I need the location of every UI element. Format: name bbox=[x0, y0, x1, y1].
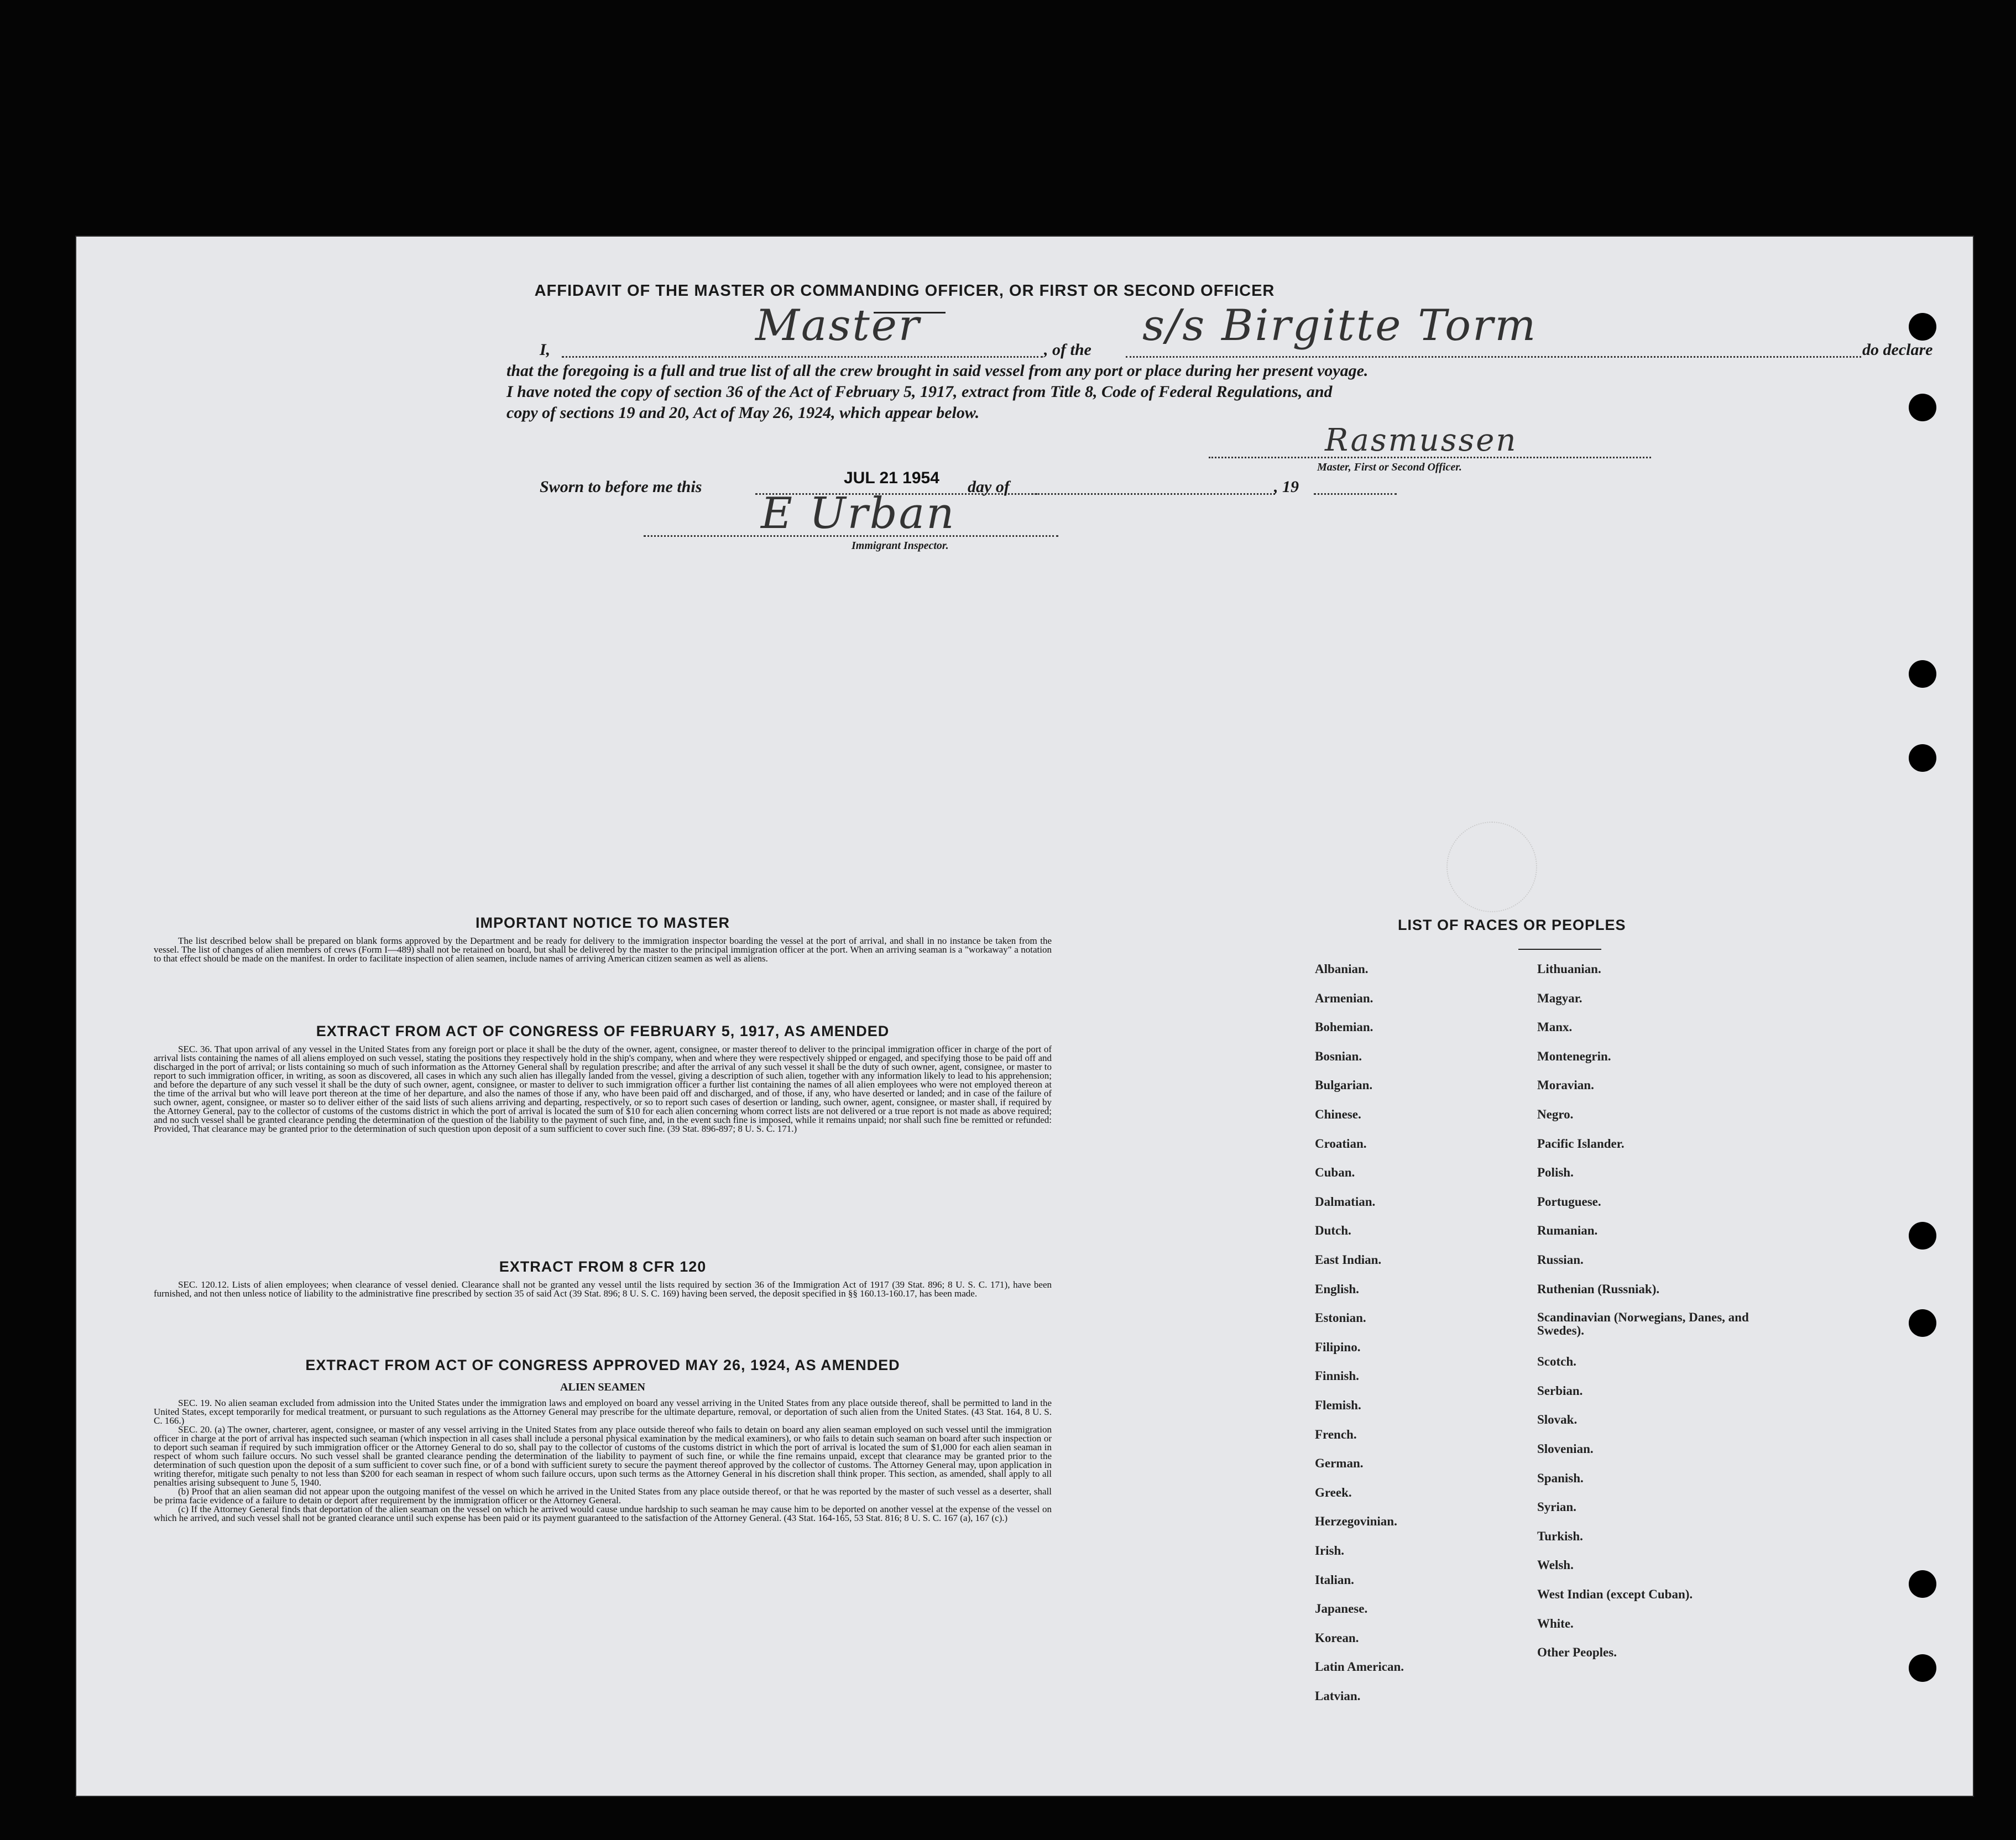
notice-title: IMPORTANT NOTICE TO MASTER bbox=[476, 914, 730, 931]
race-item: Russian. bbox=[1537, 1253, 1584, 1267]
race-item: Croatian. bbox=[1315, 1136, 1367, 1151]
master-signature: Rasmussen bbox=[1325, 422, 1518, 458]
vessel-blank bbox=[1126, 356, 1861, 358]
sec-20a-paragraph: SEC. 20. (a) The owner, charterer, agent, consignee, or master of any vessel arriving in the United States from any place outside thereof who fails to detain on board any alien seaman employed on such vessel until the immigration officer in charge at the port of arrival has inspected such seaman (which inspection in all cases shall include a personal physical examination by the medical examiners), or who fails to detain such seaman on board after such inspection or to deport such seaman if required by such immigration officer or the Attorney General to do so, shall pay to the collector of customs of the customs district in which the port of arrival is located the sum of $1,000 for each alien seaman in respect of whom such failure occurs. No such vessel shall be granted clearance pending the determination of the liability to payment of such fine, or while the fine remains unpaid, except that clearance may be granted prior to the determination of such question upon the deposit of a sum sufficient to cover such fine, or of a bond with sufficient surety to secure the payment thereof approved by the collector of customs. The Attorney General may, upon application in writing therefor, mitigate such penalty to not less than $200 for each seaman in respect of whom such failure occurs, upon such terms as the Attorney General in his discretion shall think proper. This section, as amended, shall apply to all penalties arising subsequent to June 5, 1940. bbox=[154, 1424, 1052, 1488]
race-item: Magyar. bbox=[1537, 991, 1582, 1005]
race-item: Scandinavian (Norwegians, Danes, and Swedes). bbox=[1537, 1310, 1749, 1338]
handwritten-vessel: s/s Birgitte Torm bbox=[1142, 301, 1538, 351]
extract-cfr-title: EXTRACT FROM 8 CFR 120 bbox=[499, 1258, 707, 1275]
sec-36-paragraph: SEC. 36. That upon arrival of any vessel in the United States from any foreign port or place it shall be the duty of the owner, agent, consignee, or master thereof to deliver to the principal immigration officer in charge of the port of arrival lists containing the names of all aliens employed on such vessel, stating the positions they respectively hold in the ship's company, when and where they were respectively shipped or engaged, and specifying those to be paid off and discharged in the port of arrival; or lists containing so much of such information as the Attorney General shall by regulation prescribe; and after the arrival of any such vessel it shall be the duty of such owner, agent, consignee, or master to report to such immigration officer, in writing, as soon as discovered, all cases in which any such alien has illegally landed from the vessel, giving a description of such alien, together with any information likely to lead to his apprehension; and before the departure of any such vessel it shall be the duty of such owner, agent, consignee, or master to deliver to such immigration officer a further list containing the names of all alien employees who were not employed thereon at the time of the arrival but who will leave port thereon at the time of her departure, and also the names of those if any, who have been paid off and discharged, and of those, if any, who have deserted or landed; and in case of the failure of such owner, agent, consignee, or master so to deliver either of the said lists of such aliens arriving and departing, respectively, or so to report such cases of desertion or landing, such owner, agent, consignee, or master shall, if required by the Attorney General, pay to the collector of customs of the customs district in which the port of arrival is located the sum of $10 for each alien concerning whom correct lists are not delivered or a true report is not made as above required; and no such vessel shall be granted clearance pending the determination of the question of the liability to the payment of such fine, and, in the event such fine is imposed, while it remains unpaid; nor shall such fine be remitted or refunded: Provided, That clearance may be granted prior to the determination of such question upon deposit of a sum sufficient to cover such fine. (39 Stat. 896-897; 8 U. S. C. 171.) bbox=[154, 1044, 1052, 1134]
affidavit-line-4: copy of sections 19 and 20, Act of May 26, 1924, which appear below. bbox=[506, 404, 980, 422]
inspector-signature: E Urban bbox=[761, 489, 956, 539]
affidavit-of-the: , of the bbox=[1044, 341, 1091, 359]
sec-20b-paragraph: (b) Proof that an alien seaman did not appear upon the outgoing manifest of the vessel on which he arrived in the United States from any place outside thereof, or that he was reported by the master of such vessel as a deserter, shall be prima facie evidence of a failure to detain or deport after requirement by the immigration officer or the Attorney General. bbox=[154, 1486, 1052, 1506]
sworn-text: Sworn to before me this bbox=[540, 478, 702, 496]
race-item: Italian. bbox=[1315, 1572, 1354, 1587]
year-prefix: , 19 bbox=[1274, 478, 1299, 496]
punch-hole bbox=[1909, 744, 1936, 772]
punch-hole bbox=[1909, 394, 1936, 421]
race-item: Bulgarian. bbox=[1315, 1078, 1373, 1092]
rank-blank bbox=[562, 356, 1043, 358]
punch-hole bbox=[1909, 660, 1936, 688]
race-item: Latin American. bbox=[1315, 1660, 1404, 1674]
sec-120-12-paragraph: SEC. 120.12. Lists of alien employees; when clearance of vessel denied. Clearance shall not be granted any vessel until the lists required by section 36 of the Immigration Act of 1917 (39 Stat. 896; 8 U. S. C. 171), have been furnished, and not then unless notice of liability to the administrative fine prescribed by section 35 of said Act (39 Stat. 896; 8 U. S. C. 169) having been served, the deposit specified in §§ 160.13-160.17, has been made. bbox=[154, 1279, 1052, 1299]
race-item: Albanian. bbox=[1315, 962, 1369, 976]
race-item: Polish. bbox=[1537, 1165, 1574, 1180]
race-item: Welsh. bbox=[1537, 1558, 1574, 1572]
race-item: Manx. bbox=[1537, 1020, 1573, 1034]
notice-paragraph: The list described below shall be prepared on blank forms approved by the Department and be ready for delivery to the immigration inspector boarding the vessel at the port of arrival, and shall in no instance be taken from the vessel. The list of changes of alien members of crews (Form I—489) shall not be retained on board, but shall be delivered by the master to the principal immigration officer at the port. When an arriving seaman is a "workaway" a notation to that effect should be made on the manifest. In order to facilitate inspection of alien seamen, include names of arriving American citizen seamen as well as aliens. bbox=[154, 935, 1052, 964]
punch-hole bbox=[1909, 1654, 1936, 1682]
race-item: Dutch. bbox=[1315, 1224, 1351, 1238]
affidavit-line-3: I have noted the copy of section 36 of the Act of February 5, 1917, extract from Title 8, Code of Federal Regulations, and bbox=[506, 383, 1333, 401]
affidavit-i: I, bbox=[540, 341, 551, 359]
race-item: White. bbox=[1537, 1616, 1574, 1630]
race-item: Cuban. bbox=[1315, 1165, 1355, 1180]
race-item: Latvian. bbox=[1315, 1689, 1361, 1703]
race-item: Bohemian. bbox=[1315, 1020, 1373, 1034]
race-item: Korean. bbox=[1315, 1630, 1359, 1645]
sec-20c-paragraph: (c) If the Attorney General finds that deportation of the alien seaman on the vessel on which he arrived would cause undue hardship to such seaman he may cause him to be deported on another vessel at the expense of the vessel on which he arrived, and such vessel shall not be granted clearance until such expense has been paid or its payment guaranteed to the satisfaction of the Attorney General. (43 Stat. 164-165, 53 Stat. 816; 8 U. S. C. 167 (a), 167 (c).) bbox=[154, 1504, 1052, 1523]
race-item: Herzegovinian. bbox=[1315, 1514, 1397, 1529]
races-divider bbox=[1518, 949, 1601, 950]
affidavit-line-2: that the foregoing is a full and true list of all the crew brought in said vessel from any port or place during her present voyage. bbox=[506, 362, 1369, 380]
extract-cfr-body bbox=[154, 1280, 1052, 1298]
punch-hole bbox=[1909, 313, 1936, 341]
affidavit-declare: do declare bbox=[1862, 341, 1933, 359]
faint-seal-stamp bbox=[1446, 822, 1537, 912]
notice-body bbox=[154, 937, 1052, 963]
race-item: Filipino. bbox=[1315, 1340, 1361, 1354]
race-item: Syrian. bbox=[1537, 1500, 1576, 1514]
handwritten-rank: Master bbox=[755, 301, 921, 351]
race-item: Slovenian. bbox=[1537, 1441, 1594, 1456]
race-item: Montenegrin. bbox=[1537, 1049, 1611, 1063]
race-item: English. bbox=[1315, 1282, 1359, 1296]
race-item: Dalmatian. bbox=[1315, 1194, 1376, 1209]
race-item: Bosnian. bbox=[1315, 1049, 1362, 1063]
date-stamp: JUL 21 1954 bbox=[844, 469, 939, 487]
race-item: Armenian. bbox=[1315, 991, 1373, 1005]
race-item: West Indian (except Cuban). bbox=[1537, 1587, 1693, 1601]
month-blank bbox=[1032, 493, 1275, 495]
race-item: Other Peoples. bbox=[1537, 1645, 1617, 1660]
extract-1924-title: EXTRACT FROM ACT OF CONGRESS APPROVED MAY 26, 1924, AS AMENDED bbox=[305, 1357, 900, 1373]
race-item: Negro. bbox=[1537, 1107, 1574, 1121]
race-item: Chinese. bbox=[1315, 1107, 1361, 1121]
punch-hole bbox=[1909, 1309, 1936, 1337]
race-item: French. bbox=[1315, 1427, 1357, 1441]
race-item: Spanish. bbox=[1537, 1471, 1584, 1485]
inspector-caption: Immigrant Inspector. bbox=[852, 540, 949, 552]
race-item: Greek. bbox=[1315, 1485, 1352, 1499]
alien-seamen-subtitle: ALIEN SEAMEN bbox=[560, 1381, 645, 1393]
affidavit-title: AFFIDAVIT OF THE MASTER OR COMMANDING OFFICER, OR FIRST OR SECOND OFFICER bbox=[534, 282, 1275, 300]
race-item: Japanese. bbox=[1315, 1602, 1368, 1616]
race-item: Portuguese. bbox=[1537, 1194, 1601, 1209]
race-item: Flemish. bbox=[1315, 1398, 1361, 1412]
extract-1924-body bbox=[154, 1399, 1052, 1523]
race-item: Lithuanian. bbox=[1537, 962, 1601, 976]
race-item: Estonian. bbox=[1315, 1311, 1366, 1325]
race-item: Ruthenian (Russniak). bbox=[1537, 1282, 1660, 1296]
punch-hole bbox=[1909, 1222, 1936, 1250]
race-item: Turkish. bbox=[1537, 1529, 1583, 1543]
sec-19-paragraph: SEC. 19. No alien seaman excluded from admission into the United States under the immigration laws and employed on board any vessel arriving in the United States from any place outside thereof, shall be permitted to land in the United States, except temporarily for medical treatment, or pursuant to such regulations as the Attorney General may prescribe for the ultimate departure, removal, or deportation of such alien from the United States. (43 Stat. 164, 8 U. S. C. 166.) bbox=[154, 1398, 1052, 1426]
day-of: day of bbox=[968, 478, 1010, 496]
master-caption: Master, First or Second Officer. bbox=[1317, 461, 1462, 473]
punch-hole bbox=[1909, 1570, 1936, 1598]
race-item: Moravian. bbox=[1537, 1078, 1594, 1092]
race-item: German. bbox=[1315, 1456, 1364, 1471]
race-item: Rumanian. bbox=[1537, 1224, 1598, 1238]
document-page bbox=[75, 236, 1974, 1797]
race-item: East Indian. bbox=[1315, 1253, 1382, 1267]
year-blank bbox=[1314, 493, 1397, 495]
race-item: Finnish. bbox=[1315, 1369, 1359, 1383]
race-item: Serbian. bbox=[1537, 1383, 1583, 1398]
race-item: Scotch. bbox=[1537, 1355, 1576, 1369]
extract-1917-body bbox=[154, 1045, 1052, 1133]
races-title: LIST OF RACES OR PEOPLES bbox=[1398, 917, 1626, 933]
extract-1917-title: EXTRACT FROM ACT OF CONGRESS OF FEBRUARY 5, 1917, AS AMENDED bbox=[316, 1023, 890, 1039]
race-item: Slovak. bbox=[1537, 1413, 1578, 1427]
race-item: Pacific Islander. bbox=[1537, 1136, 1625, 1151]
race-item: Irish. bbox=[1315, 1544, 1345, 1557]
